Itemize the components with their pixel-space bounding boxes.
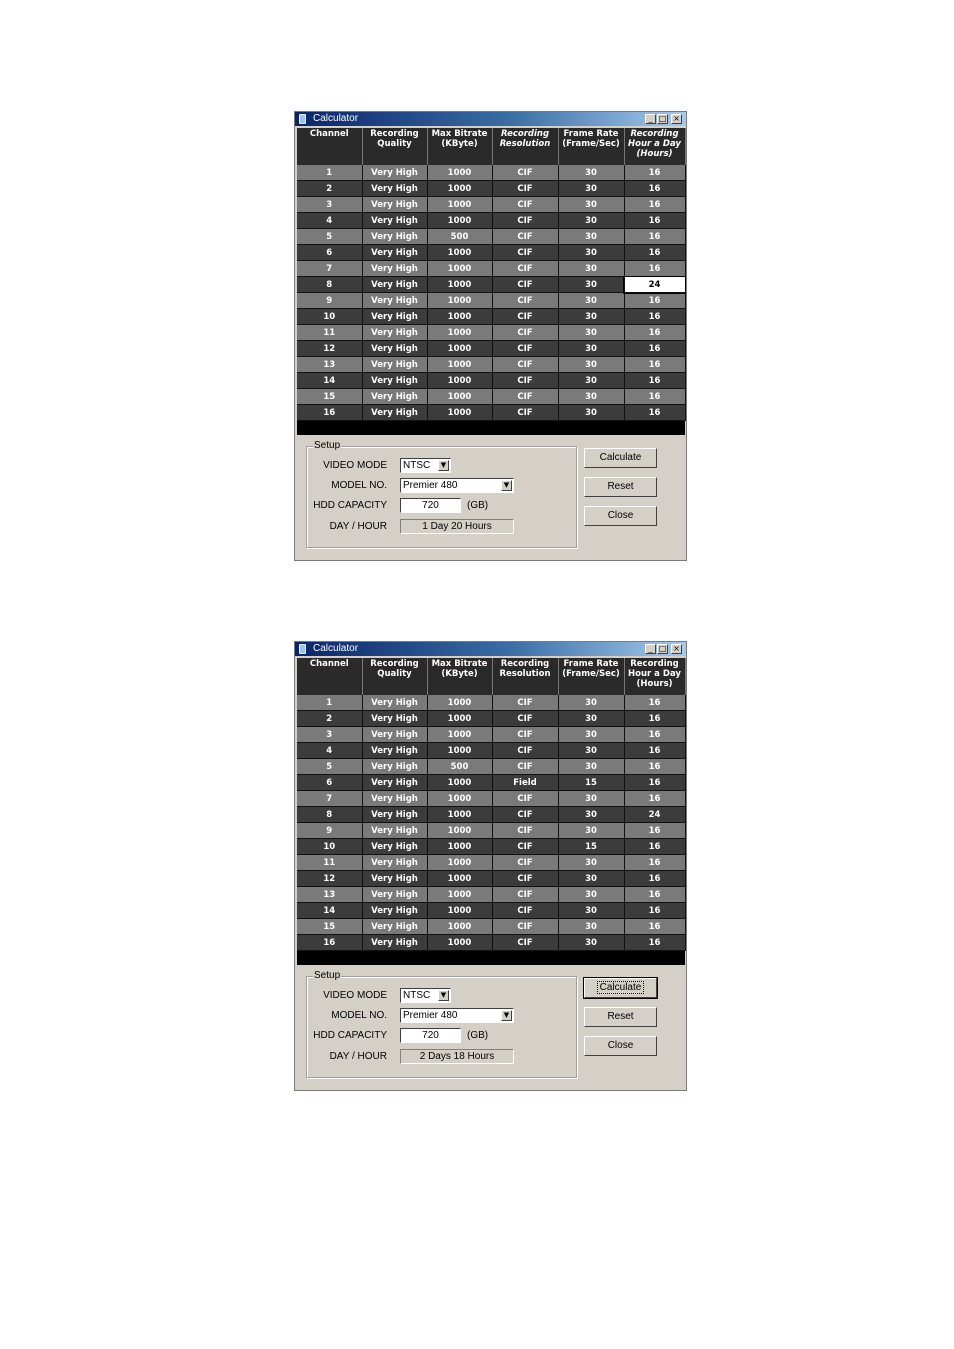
cell-quality[interactable]: Very High xyxy=(362,293,427,309)
model-no-value: Premier 480 xyxy=(403,1010,458,1021)
video-mode-value: NTSC xyxy=(403,990,431,1001)
setup-legend: Setup xyxy=(314,970,341,981)
cell-channel: 12 xyxy=(297,341,362,357)
table-row[interactable] xyxy=(297,727,685,743)
col-header-quality: Recording Quality xyxy=(362,128,427,165)
cell-quality[interactable]: Very High xyxy=(362,165,427,181)
cell-frame-rate[interactable]: 30 xyxy=(558,935,624,951)
cell-channel: 1 xyxy=(297,165,362,181)
close-icon[interactable]: × xyxy=(671,114,682,124)
cell-frame-rate[interactable]: 15 xyxy=(558,839,624,855)
cell-resolution[interactable]: CIF xyxy=(492,197,558,213)
cell-hours[interactable]: 16 xyxy=(624,245,685,261)
cell-frame-rate[interactable]: 30 xyxy=(558,823,624,839)
cell-quality[interactable]: Very High xyxy=(362,695,427,711)
close-label: Close xyxy=(607,1040,634,1051)
cell-bitrate[interactable]: 1000 xyxy=(427,293,492,309)
app-icon xyxy=(299,644,306,654)
cell-quality[interactable]: Very High xyxy=(362,181,427,197)
cell-hours[interactable]: 16 xyxy=(624,887,685,903)
table-row[interactable] xyxy=(297,871,685,887)
cell-bitrate[interactable]: 1000 xyxy=(427,887,492,903)
col-header-resolution: Recording Resolution xyxy=(492,658,558,695)
cell-frame-rate[interactable]: 30 xyxy=(558,293,624,309)
cell-resolution[interactable]: Field xyxy=(492,775,558,791)
cell-hours[interactable]: 16 xyxy=(624,389,685,405)
cell-frame-rate[interactable]: 30 xyxy=(558,245,624,261)
cell-hours[interactable]: 16 xyxy=(624,791,685,807)
cell-hours[interactable]: 24 xyxy=(624,277,685,293)
cell-bitrate[interactable]: 1000 xyxy=(427,823,492,839)
cell-resolution[interactable]: CIF xyxy=(492,293,558,309)
table-row[interactable] xyxy=(297,197,685,213)
cell-hours[interactable]: 16 xyxy=(624,823,685,839)
cell-quality[interactable]: Very High xyxy=(362,341,427,357)
close-button[interactable] xyxy=(584,506,657,526)
col-header-channel: Channel xyxy=(297,128,362,165)
cell-channel: 14 xyxy=(297,373,362,389)
cell-quality[interactable]: Very High xyxy=(362,727,427,743)
model-no-label: MODEL NO. xyxy=(331,1010,387,1021)
cell-resolution[interactable]: CIF xyxy=(492,261,558,277)
cell-channel: 5 xyxy=(297,229,362,245)
cell-hours[interactable]: 16 xyxy=(624,903,685,919)
cell-frame-rate[interactable]: 30 xyxy=(558,277,624,293)
cell-bitrate[interactable]: 1000 xyxy=(427,919,492,935)
cell-frame-rate[interactable]: 30 xyxy=(558,213,624,229)
cell-frame-rate[interactable]: 30 xyxy=(558,325,624,341)
cell-bitrate[interactable]: 1000 xyxy=(427,245,492,261)
cell-resolution[interactable]: CIF xyxy=(492,341,558,357)
cell-hours[interactable]: 16 xyxy=(624,261,685,277)
cell-channel: 6 xyxy=(297,775,362,791)
cell-hours[interactable]: 16 xyxy=(624,775,685,791)
cell-bitrate[interactable]: 1000 xyxy=(427,903,492,919)
reset-button[interactable] xyxy=(584,477,657,497)
cell-hours[interactable]: 16 xyxy=(624,855,685,871)
col-header-resolution: Recording Resolution xyxy=(492,128,558,165)
chevron-down-icon[interactable]: ▼ xyxy=(501,480,512,491)
cell-quality[interactable]: Very High xyxy=(362,229,427,245)
cell-resolution[interactable]: CIF xyxy=(492,935,558,951)
cell-quality[interactable]: Very High xyxy=(362,325,427,341)
day-hour-label: DAY / HOUR xyxy=(329,521,387,532)
cell-frame-rate[interactable]: 30 xyxy=(558,695,624,711)
cell-quality[interactable]: Very High xyxy=(362,759,427,775)
cell-frame-rate[interactable]: 30 xyxy=(558,197,624,213)
table-row[interactable] xyxy=(297,277,685,293)
cell-hours[interactable]: 16 xyxy=(624,309,685,325)
cell-hours[interactable]: 16 xyxy=(624,341,685,357)
setup-legend: Setup xyxy=(314,440,341,451)
cell-resolution[interactable]: CIF xyxy=(492,903,558,919)
calculator-window-1 xyxy=(294,111,687,561)
cell-channel: 1 xyxy=(297,695,362,711)
cell-bitrate[interactable]: 1000 xyxy=(427,839,492,855)
table-row[interactable] xyxy=(297,213,685,229)
cell-quality[interactable]: Very High xyxy=(362,791,427,807)
cell-quality[interactable]: Very High xyxy=(362,357,427,373)
cell-hours[interactable]: 16 xyxy=(624,357,685,373)
cell-bitrate[interactable]: 1000 xyxy=(427,711,492,727)
cell-frame-rate[interactable]: 30 xyxy=(558,341,624,357)
cell-channel: 9 xyxy=(297,823,362,839)
cell-hours[interactable]: 16 xyxy=(624,165,685,181)
setup-group xyxy=(306,440,577,548)
cell-frame-rate[interactable]: 30 xyxy=(558,919,624,935)
cell-channel: 10 xyxy=(297,839,362,855)
cell-bitrate[interactable]: 1000 xyxy=(427,165,492,181)
cell-channel: 8 xyxy=(297,807,362,823)
cell-quality[interactable]: Very High xyxy=(362,309,427,325)
cell-resolution[interactable]: CIF xyxy=(492,277,558,293)
cell-resolution[interactable]: CIF xyxy=(492,919,558,935)
cell-hours[interactable]: 16 xyxy=(624,229,685,245)
cell-resolution[interactable]: CIF xyxy=(492,839,558,855)
table-row[interactable] xyxy=(297,293,685,309)
day-hour-label: DAY / HOUR xyxy=(329,1051,387,1062)
table-row[interactable] xyxy=(297,839,685,855)
cell-hours[interactable]: 16 xyxy=(624,839,685,855)
cell-hours[interactable]: 16 xyxy=(624,727,685,743)
model-no-label: MODEL NO. xyxy=(331,480,387,491)
cell-bitrate[interactable]: 1000 xyxy=(427,935,492,951)
model-no-select[interactable] xyxy=(400,1008,514,1023)
cell-bitrate[interactable]: 1000 xyxy=(427,807,492,823)
cell-hours[interactable]: 16 xyxy=(624,919,685,935)
table-row[interactable] xyxy=(297,341,685,357)
table-row[interactable] xyxy=(297,389,685,405)
table-row[interactable] xyxy=(297,807,685,823)
cell-resolution[interactable]: CIF xyxy=(492,405,558,421)
table-row[interactable] xyxy=(297,743,685,759)
table-body xyxy=(297,695,685,951)
cell-bitrate[interactable]: 500 xyxy=(427,759,492,775)
cell-bitrate[interactable]: 1000 xyxy=(427,871,492,887)
cell-channel: 16 xyxy=(297,405,362,421)
reset-label: Reset xyxy=(607,1011,634,1022)
cell-resolution[interactable]: CIF xyxy=(492,373,558,389)
cell-channel: 11 xyxy=(297,325,362,341)
cell-channel: 3 xyxy=(297,727,362,743)
cell-bitrate[interactable]: 1000 xyxy=(427,743,492,759)
cell-bitrate[interactable]: 1000 xyxy=(427,213,492,229)
cell-resolution[interactable]: CIF xyxy=(492,165,558,181)
cell-bitrate[interactable]: 1000 xyxy=(427,775,492,791)
col-header-bitrate: Max Bitrate (KByte) xyxy=(427,658,492,695)
cell-channel: 5 xyxy=(297,759,362,775)
table-row[interactable] xyxy=(297,935,685,951)
cell-frame-rate[interactable]: 30 xyxy=(558,389,624,405)
cell-resolution[interactable]: CIF xyxy=(492,245,558,261)
cell-channel: 13 xyxy=(297,357,362,373)
cell-frame-rate[interactable]: 30 xyxy=(558,743,624,759)
cell-hours[interactable]: 16 xyxy=(624,197,685,213)
cell-channel: 16 xyxy=(297,935,362,951)
cell-quality[interactable]: Very High xyxy=(362,935,427,951)
cell-quality[interactable]: Very High xyxy=(362,823,427,839)
cell-channel: 9 xyxy=(297,293,362,309)
cell-resolution[interactable]: CIF xyxy=(492,325,558,341)
table-row[interactable] xyxy=(297,903,685,919)
col-header-channel: Channel xyxy=(297,658,362,695)
table-row[interactable] xyxy=(297,261,685,277)
cell-hours[interactable]: 16 xyxy=(624,293,685,309)
table-row[interactable] xyxy=(297,325,685,341)
close-label: Close xyxy=(607,510,634,521)
cell-frame-rate[interactable]: 30 xyxy=(558,855,624,871)
cell-channel: 2 xyxy=(297,181,362,197)
cell-quality[interactable]: Very High xyxy=(362,277,427,293)
chevron-down-icon[interactable]: ▼ xyxy=(438,990,449,1001)
video-mode-select[interactable] xyxy=(400,458,451,473)
cell-frame-rate[interactable]: 30 xyxy=(558,903,624,919)
cell-quality[interactable]: Very High xyxy=(362,887,427,903)
cell-hours[interactable]: 16 xyxy=(624,759,685,775)
chevron-down-icon[interactable]: ▼ xyxy=(438,460,449,471)
cell-frame-rate[interactable]: 30 xyxy=(558,727,624,743)
title-bar[interactable] xyxy=(295,112,686,126)
cell-resolution[interactable]: CIF xyxy=(492,759,558,775)
cell-bitrate[interactable]: 500 xyxy=(427,229,492,245)
cell-resolution[interactable]: CIF xyxy=(492,807,558,823)
cell-quality[interactable]: Very High xyxy=(362,871,427,887)
cell-resolution[interactable]: CIF xyxy=(492,357,558,373)
model-no-value: Premier 480 xyxy=(403,480,458,491)
table-row[interactable] xyxy=(297,919,685,935)
table-row[interactable] xyxy=(297,855,685,871)
cell-channel: 14 xyxy=(297,903,362,919)
cell-frame-rate[interactable]: 30 xyxy=(558,711,624,727)
cell-resolution[interactable]: CIF xyxy=(492,695,558,711)
model-no-select[interactable] xyxy=(400,478,514,493)
video-mode-label: VIDEO MODE xyxy=(323,990,387,1001)
cell-bitrate[interactable]: 1000 xyxy=(427,181,492,197)
table-row[interactable] xyxy=(297,165,685,181)
hdd-unit: (GB) xyxy=(467,1030,489,1041)
hdd-unit: (GB) xyxy=(467,500,489,511)
video-mode-select[interactable] xyxy=(400,988,451,1003)
cell-frame-rate[interactable]: 30 xyxy=(558,807,624,823)
cell-bitrate[interactable]: 1000 xyxy=(427,373,492,389)
table-body xyxy=(297,165,685,421)
cell-resolution[interactable]: CIF xyxy=(492,743,558,759)
cell-channel: 4 xyxy=(297,213,362,229)
cell-channel: 11 xyxy=(297,855,362,871)
cell-frame-rate[interactable]: 15 xyxy=(558,775,624,791)
cell-bitrate[interactable]: 1000 xyxy=(427,727,492,743)
channel-table xyxy=(297,658,686,951)
video-mode-value: NTSC xyxy=(403,460,431,471)
cell-bitrate[interactable]: 1000 xyxy=(427,405,492,421)
cell-hours[interactable]: 16 xyxy=(624,935,685,951)
close-icon[interactable]: × xyxy=(671,644,682,654)
cell-resolution[interactable]: CIF xyxy=(492,727,558,743)
cell-hours[interactable]: 16 xyxy=(624,871,685,887)
table-row[interactable] xyxy=(297,759,685,775)
cell-channel: 4 xyxy=(297,743,362,759)
cell-resolution[interactable]: CIF xyxy=(492,213,558,229)
cell-resolution[interactable]: CIF xyxy=(492,871,558,887)
cell-resolution[interactable]: CIF xyxy=(492,711,558,727)
cell-quality[interactable]: Very High xyxy=(362,197,427,213)
setup-group xyxy=(306,970,577,1078)
calculate-button[interactable] xyxy=(584,448,657,468)
table-row[interactable] xyxy=(297,775,685,791)
chevron-down-icon[interactable]: ▼ xyxy=(501,1010,512,1021)
calculate-label: Calculate xyxy=(597,981,645,994)
cell-resolution[interactable]: CIF xyxy=(492,855,558,871)
cell-channel: 12 xyxy=(297,871,362,887)
cell-channel: 15 xyxy=(297,919,362,935)
cell-quality[interactable]: Very High xyxy=(362,405,427,421)
cell-quality[interactable]: Very High xyxy=(362,245,427,261)
cell-hours[interactable]: 24 xyxy=(624,807,685,823)
col-header-bitrate: Max Bitrate (KByte) xyxy=(427,128,492,165)
hdd-capacity-input[interactable]: 720 xyxy=(400,1028,461,1043)
cell-frame-rate[interactable]: 30 xyxy=(558,405,624,421)
cell-hours[interactable]: 16 xyxy=(624,405,685,421)
cell-frame-rate[interactable]: 30 xyxy=(558,887,624,903)
cell-resolution[interactable]: CIF xyxy=(492,791,558,807)
cell-bitrate[interactable]: 1000 xyxy=(427,341,492,357)
cell-frame-rate[interactable]: 30 xyxy=(558,871,624,887)
cell-channel: 10 xyxy=(297,309,362,325)
cell-quality[interactable]: Very High xyxy=(362,373,427,389)
cell-resolution[interactable]: CIF xyxy=(492,309,558,325)
cell-resolution[interactable]: CIF xyxy=(492,181,558,197)
table-row[interactable] xyxy=(297,309,685,325)
table-row[interactable] xyxy=(297,229,685,245)
cell-channel: 6 xyxy=(297,245,362,261)
day-hour-output: 2 Days 18 Hours xyxy=(400,1049,514,1064)
cell-quality[interactable]: Very High xyxy=(362,903,427,919)
cell-channel: 3 xyxy=(297,197,362,213)
cell-frame-rate[interactable]: 30 xyxy=(558,229,624,245)
cell-frame-rate[interactable]: 30 xyxy=(558,261,624,277)
cell-bitrate[interactable]: 1000 xyxy=(427,357,492,373)
cell-resolution[interactable]: CIF xyxy=(492,823,558,839)
hdd-capacity-label: HDD CAPACITY xyxy=(313,1030,387,1041)
reset-label: Reset xyxy=(607,481,634,492)
cell-bitrate[interactable]: 1000 xyxy=(427,277,492,293)
table-row[interactable] xyxy=(297,823,685,839)
calculator-window-2 xyxy=(294,641,687,1091)
day-hour-output: 1 Day 20 Hours xyxy=(400,519,514,534)
table-row[interactable] xyxy=(297,791,685,807)
hdd-capacity-label: HDD CAPACITY xyxy=(313,500,387,511)
table-row[interactable] xyxy=(297,181,685,197)
cell-quality[interactable]: Very High xyxy=(362,919,427,935)
cell-bitrate[interactable]: 1000 xyxy=(427,261,492,277)
cell-channel: 2 xyxy=(297,711,362,727)
cell-quality[interactable]: Very High xyxy=(362,807,427,823)
cell-hours[interactable]: 16 xyxy=(624,695,685,711)
calculate-button[interactable] xyxy=(584,978,657,998)
col-header-hours: Recording Hour a Day (Hours) xyxy=(624,128,685,165)
table-row[interactable] xyxy=(297,357,685,373)
cell-resolution[interactable]: CIF xyxy=(492,389,558,405)
cell-bitrate[interactable]: 1000 xyxy=(427,325,492,341)
cell-frame-rate[interactable]: 30 xyxy=(558,357,624,373)
cell-quality[interactable]: Very High xyxy=(362,389,427,405)
cell-frame-rate[interactable]: 30 xyxy=(558,181,624,197)
col-header-hours: Recording Hour a Day (Hours) xyxy=(624,658,685,695)
cell-quality[interactable]: Very High xyxy=(362,839,427,855)
cell-channel: 8 xyxy=(297,277,362,293)
table-row[interactable] xyxy=(297,245,685,261)
app-icon xyxy=(299,114,306,124)
maximize-icon[interactable]: □ xyxy=(658,644,667,653)
title-bar[interactable] xyxy=(295,642,686,656)
cell-frame-rate[interactable]: 30 xyxy=(558,373,624,389)
cell-hours[interactable]: 16 xyxy=(624,181,685,197)
cell-frame-rate[interactable]: 30 xyxy=(558,791,624,807)
col-header-frame-rate: Frame Rate (Frame/Sec) xyxy=(558,658,624,695)
cell-hours[interactable]: 16 xyxy=(624,743,685,759)
cell-channel: 7 xyxy=(297,261,362,277)
window-title: Calculator xyxy=(313,113,359,124)
cell-frame-rate[interactable]: 30 xyxy=(558,309,624,325)
cell-resolution[interactable]: CIF xyxy=(492,887,558,903)
cell-quality[interactable]: Very High xyxy=(362,261,427,277)
calculate-label: Calculate xyxy=(599,452,642,463)
cell-hours[interactable]: 16 xyxy=(624,711,685,727)
cell-hours[interactable]: 16 xyxy=(624,213,685,229)
reset-button[interactable] xyxy=(584,1007,657,1027)
cell-channel: 7 xyxy=(297,791,362,807)
cell-channel: 15 xyxy=(297,389,362,405)
video-mode-label: VIDEO MODE xyxy=(323,460,387,471)
channel-table xyxy=(297,128,686,421)
hdd-capacity-input[interactable]: 720 xyxy=(400,498,461,513)
cell-hours[interactable]: 16 xyxy=(624,325,685,341)
minimize-icon[interactable]: _ xyxy=(645,114,656,124)
cell-bitrate[interactable]: 1000 xyxy=(427,197,492,213)
table-row[interactable] xyxy=(297,373,685,389)
close-button[interactable] xyxy=(584,1036,657,1056)
cell-resolution[interactable]: CIF xyxy=(492,229,558,245)
cell-bitrate[interactable]: 1000 xyxy=(427,309,492,325)
cell-bitrate[interactable]: 1000 xyxy=(427,695,492,711)
cell-frame-rate[interactable]: 30 xyxy=(558,165,624,181)
cell-channel: 13 xyxy=(297,887,362,903)
cell-quality[interactable]: Very High xyxy=(362,743,427,759)
cell-quality[interactable]: Very High xyxy=(362,775,427,791)
cell-bitrate[interactable]: 1000 xyxy=(427,389,492,405)
channel-grid xyxy=(297,128,685,435)
cell-bitrate[interactable]: 1000 xyxy=(427,855,492,871)
cell-quality[interactable]: Very High xyxy=(362,213,427,229)
table-row[interactable] xyxy=(297,711,685,727)
cell-bitrate[interactable]: 1000 xyxy=(427,791,492,807)
cell-hours[interactable]: 16 xyxy=(624,373,685,389)
window-title: Calculator xyxy=(313,643,359,654)
table-row[interactable] xyxy=(297,887,685,903)
cell-quality[interactable]: Very High xyxy=(362,855,427,871)
channel-grid xyxy=(297,658,685,965)
table-row[interactable] xyxy=(297,405,685,421)
cell-frame-rate[interactable]: 30 xyxy=(558,759,624,775)
maximize-icon[interactable]: □ xyxy=(658,114,667,123)
minimize-icon[interactable]: _ xyxy=(645,644,656,654)
col-header-frame-rate: Frame Rate (Frame/Sec) xyxy=(558,128,624,165)
table-row[interactable] xyxy=(297,695,685,711)
col-header-quality: Recording Quality xyxy=(362,658,427,695)
cell-quality[interactable]: Very High xyxy=(362,711,427,727)
